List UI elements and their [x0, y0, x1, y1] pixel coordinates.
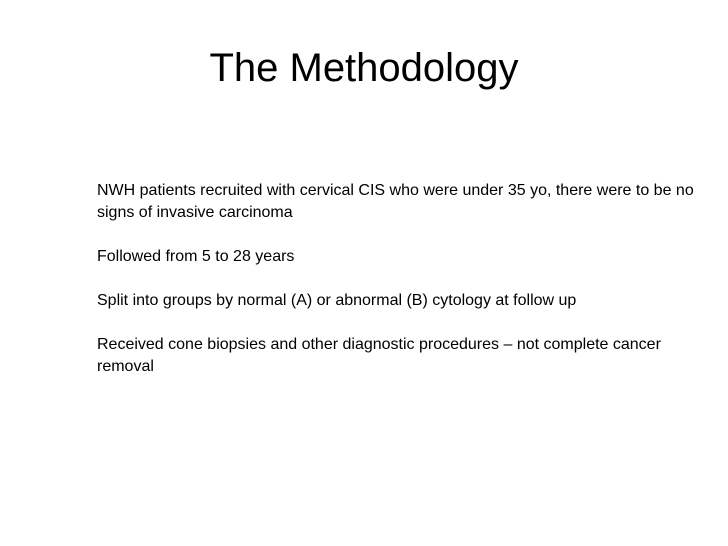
body-paragraph-followup: Followed from 5 to 28 years — [97, 248, 295, 265]
body-paragraph-groups: Split into groups by normal (A) or abnormal (B) cytology at follow up — [97, 292, 577, 309]
slide-title: The Methodology — [209, 46, 519, 90]
slide-body — [97, 180, 697, 400]
body-paragraph-procedures: Received cone biopsies and other diagnostic procedures – not complete cancer removal — [97, 336, 661, 375]
body-paragraph-recruitment: NWH patients recruited with cervical CIS who were under 35 yo, there were to be no signs of invasive carcinoma — [97, 182, 694, 221]
